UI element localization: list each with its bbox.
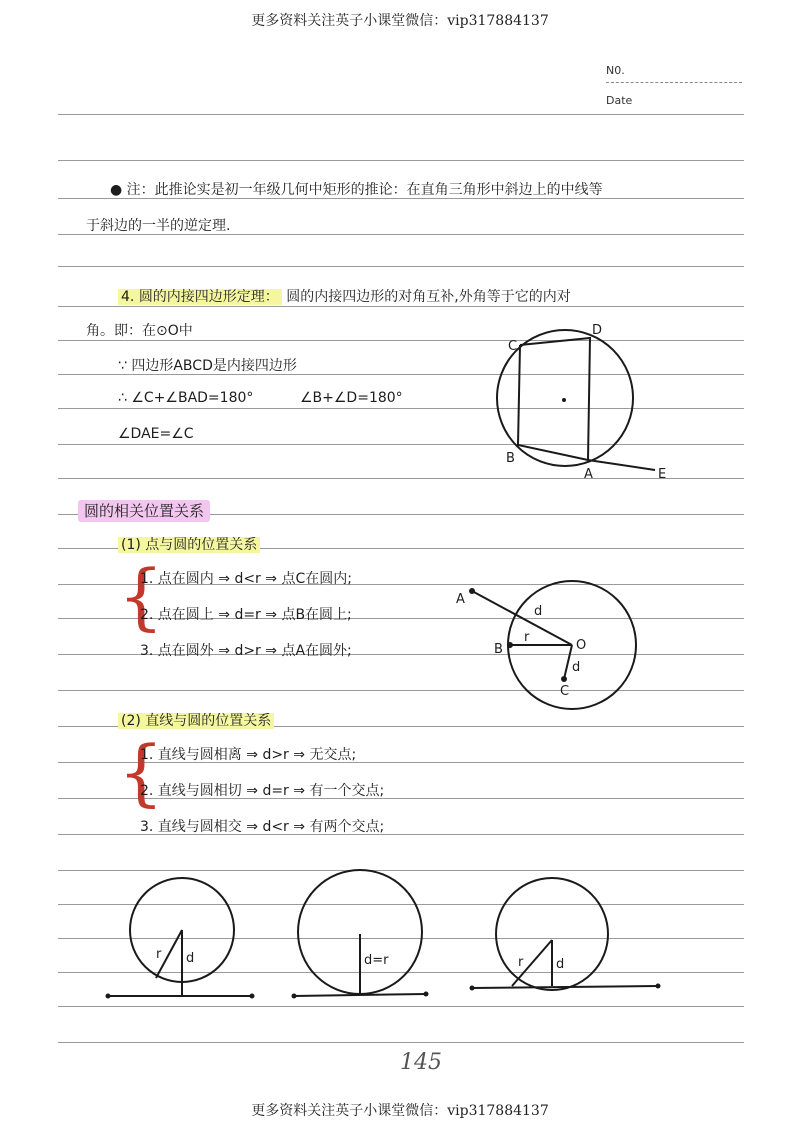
extension-ae: [588, 460, 655, 470]
point-b: [507, 642, 513, 648]
date-label: Date: [606, 94, 633, 107]
page-number: 145: [400, 1050, 442, 1075]
label-o2: O: [576, 638, 587, 653]
figure-line-circle-separate: [100, 872, 260, 1012]
watermark-bottom: 更多资料关注英子小课堂微信：vip317884137: [251, 1103, 549, 1119]
sub1-item-3: 3. 点在圆外 ⇒ d>r ⇒ 点A在圆外;: [140, 643, 352, 659]
quadrilateral-abcd: [518, 338, 590, 460]
theorem-line-2: 角。即：在⊙O中: [86, 323, 193, 339]
segment-ao: [472, 591, 572, 645]
sub1-brace: {: [118, 554, 164, 638]
theorem-therefore: ∴ ∠C+∠BAD=180°: [118, 390, 254, 406]
note-bullet: ●: [110, 182, 123, 198]
center-dot: [562, 398, 566, 402]
sub1-item-2: 2. 点在圆上 ⇒ d=r ⇒ 点B在圆上;: [140, 607, 352, 623]
figure-point-circle: [450, 575, 650, 725]
label-a2: A: [456, 592, 465, 607]
sub1-title: (1) 点与圆的位置关系: [118, 534, 260, 554]
label-d-sep: d: [186, 951, 195, 966]
label-b2: B: [494, 642, 503, 657]
label-r-int: r: [518, 955, 524, 970]
label-e: E: [658, 467, 667, 482]
note-line-1: [110, 179, 603, 199]
note-line-2: 于斜边的一半的逆定理.: [86, 218, 231, 234]
section-title: 圆的相关位置关系: [78, 500, 210, 521]
theorem-line-1: [118, 286, 571, 306]
number-label: N0.: [606, 64, 625, 77]
figure-inscribed-quadrilateral: [490, 320, 680, 490]
sub2-brace: {: [118, 730, 164, 814]
label-r-sep: r: [156, 947, 162, 962]
theorem-title: 4. 圆的内接四边形定理：: [118, 289, 282, 305]
sub2-item-3: 3. 直线与圆相交 ⇒ d<r ⇒ 有两个交点;: [140, 819, 385, 835]
number-underline: [606, 82, 742, 83]
point-c: [561, 676, 567, 682]
label-b: B: [506, 451, 515, 466]
sub2-title: (2) 直线与圆的位置关系: [118, 710, 274, 730]
label-c: C: [508, 339, 518, 354]
note-text-1: 注：此推论实是初一年级几何中矩形的推论：在直角三角形中斜边上的中线等: [126, 182, 603, 198]
label-d-ao: d: [534, 604, 543, 619]
sub2-item-2: 2. 直线与圆相切 ⇒ d=r ⇒ 有一个交点;: [140, 783, 385, 799]
sub2-item-1: 1. 直线与圆相离 ⇒ d>r ⇒ 无交点;: [140, 747, 357, 763]
theorem-text-1: 圆的内接四边形的对角互补,外角等于它的内对: [286, 289, 571, 305]
label-d-int: d: [556, 957, 565, 972]
label-a: A: [584, 467, 593, 482]
figure-line-circle-intersect: [468, 880, 668, 1010]
point-a: [469, 588, 475, 594]
label-c2: C: [560, 684, 570, 699]
label-d-equals-r: d=r: [364, 953, 389, 968]
label-d-co: d: [572, 660, 581, 675]
theorem-exterior-angle: ∠DAE=∠C: [118, 426, 194, 442]
sub1-item-1: 1. 点在圆内 ⇒ d<r ⇒ 点C在圆内;: [140, 571, 352, 587]
theorem-therefore-2: ∠B+∠D=180°: [300, 390, 403, 406]
segment-co: [564, 645, 572, 679]
watermark-top: 更多资料关注英子小课堂微信：vip317884137: [251, 13, 549, 29]
label-d: D: [592, 323, 603, 338]
figure-line-circle-tangent: [290, 866, 440, 1016]
label-r: r: [524, 630, 530, 645]
theorem-because: ∵ 四边形ABCD是内接四边形: [118, 358, 297, 374]
